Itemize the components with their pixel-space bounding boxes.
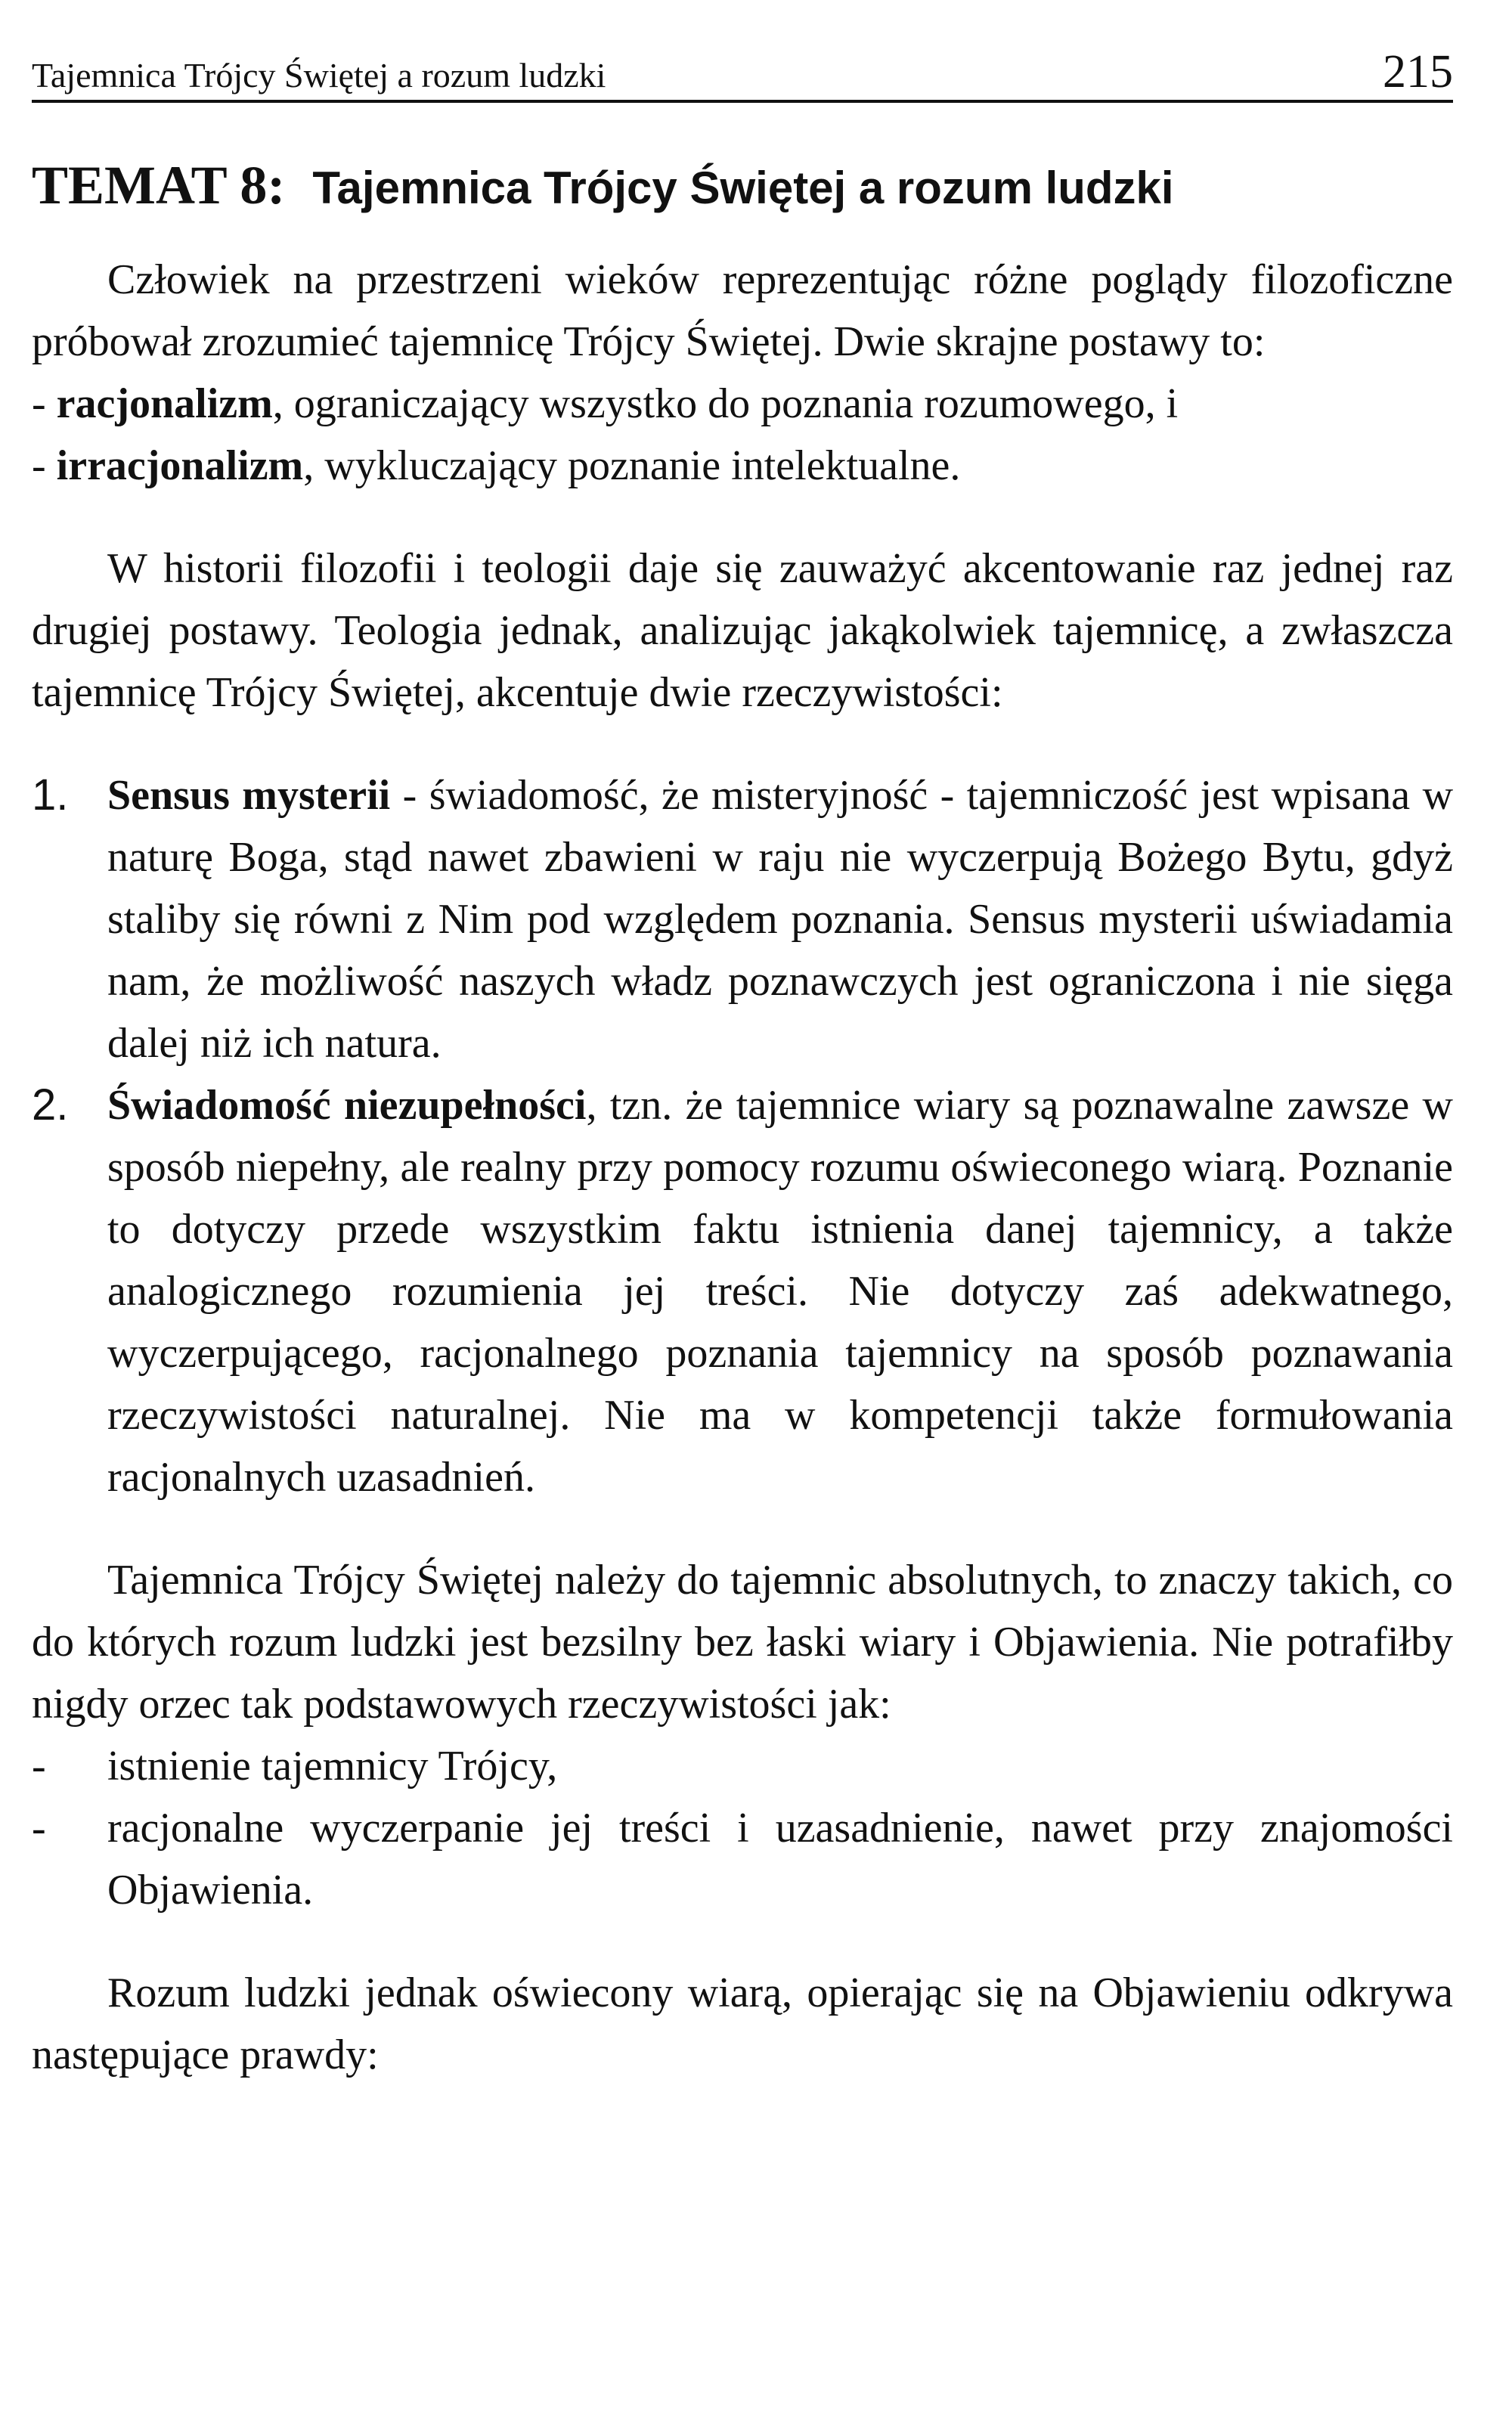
item-number: 1. [32, 770, 69, 820]
item-text: , tzn. że tajemnice wiary są poznawalne zawsze w sposób niepełny, ale realny przy pomocy rozumu oświeconego wiarą. Poznanie to dotyczy przede wszystkim faktu istnienia danej tajemnicy, a także analogicznego rozumienia jej treści. Nie dotyczy zaś adekwatnego, wyczerpującego, racjonalnego poznania tajemnicy na sposób poznawania rzeczywistości naturalnej. Nie ma w kompetencji także formułowania racjonalnych uzasadnień. [107, 1082, 1454, 1501]
item-text: , ograniczający wszystko do poznania rozumowego, i [272, 380, 1179, 427]
intro-paragraph: Człowiek na przestrzeni wieków reprezentując różne poglądy filozoficzne próbował zrozumieć tajemnicę Trójcy Świętej. Dwie skrajne postawy to: [32, 256, 1453, 365]
paragraph-reason: Rozum ludzki jednak oświecony wiarą, opierając się na Objawieniu odkrywa następujące prawdy: [32, 1969, 1453, 2078]
intro-block [32, 249, 1453, 497]
paragraph-absolute: Tajemnica Trójcy Świętej należy do tajemnic absolutnych, to znaczy takich, co do których rozum ludzki jest bezsilny bez łaski wiary i Objawienia. Nie potrafiłby nigdy orzec tak podstawowych rzeczywistości jak: [32, 1557, 1453, 1728]
paragraph-history: W historii filozofii i teologii daje się zauważyć akcentowanie raz jednej raz drugiej postawy. Teologia jednak, analizując jakąkolwiek tajemnicę, a zwłaszcza tajemnicę Trójcy Świętej, akcentuje dwie rzeczywistości: [32, 545, 1453, 716]
term: Sensus mysterii [107, 772, 391, 819]
running-header [32, 30, 1453, 103]
dash-list-item [32, 1797, 1453, 1921]
item-body [107, 764, 1453, 1074]
item-number: 2. [32, 1080, 69, 1130]
item-text: racjonalne wyczerpanie jej treści i uzasadnienie, nawet przy znajomości Objawienia. [107, 1805, 1453, 1914]
item-text: istnienie tajemnicy Trójcy, [107, 1743, 558, 1790]
dash-list [32, 1735, 1453, 1921]
chapter-heading [32, 154, 1453, 217]
running-title: Tajemnica Trójcy Świętej a rozum ludzki [32, 56, 606, 95]
term: racjonalizm [56, 380, 273, 427]
term: Świadomość niezupełności [107, 1082, 587, 1129]
dash-marker: - [32, 380, 57, 427]
numbered-item [32, 764, 1453, 1074]
item-text: - świadomość, że misteryjność - tajemniczość jest wpisana w naturę Boga, stąd nawet zbawieni w raju nie wyczerpują Bożego Bytu, gdyż staliby się równi z Nim pod względem poznania. Sensus mysterii uświadamia nam, że możliwość naszych władz poznawczych jest ograniczona i nie sięga dalej niż ich natura. [107, 772, 1454, 1067]
item-body [107, 1074, 1453, 1508]
dash-marker: - [32, 1743, 46, 1790]
chapter-title: Tajemnica Trójcy Świętej a rozum ludzki [312, 163, 1174, 213]
intro-list-item [32, 435, 1453, 497]
book-page [32, 30, 1453, 2086]
dash-marker: - [32, 442, 57, 489]
dash-marker: - [32, 1805, 46, 1852]
absolute-mysteries-block [32, 1549, 1453, 1921]
item-text: , wykluczający poznanie intelektualne. [303, 442, 961, 489]
term: irracjonalizm [56, 442, 304, 489]
numbered-list [32, 764, 1453, 1508]
chapter-label: TEMAT 8: [32, 155, 286, 215]
dash-list-item [32, 1735, 1453, 1797]
intro-list-item [32, 373, 1453, 435]
page-number: 215 [1383, 46, 1453, 98]
numbered-item [32, 1074, 1453, 1508]
